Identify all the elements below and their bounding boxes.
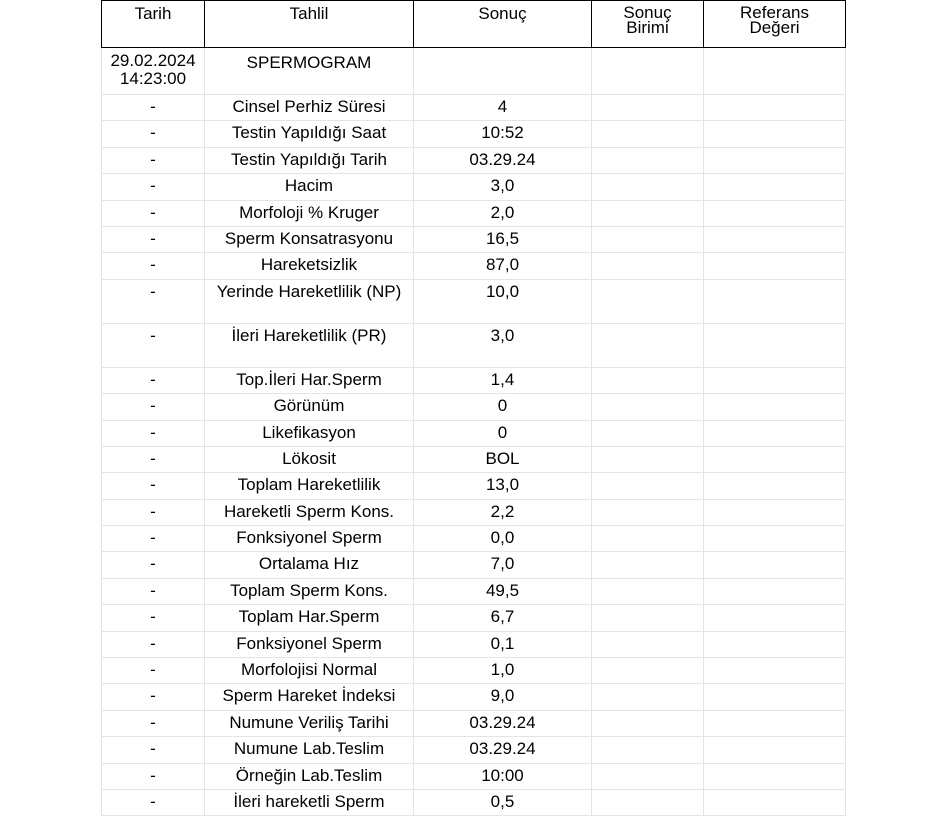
cell-result: 2,2 [414, 499, 592, 525]
lab-results-table [101, 0, 846, 816]
cell-test: Morfoloji % Kruger [205, 200, 414, 226]
table-body [102, 48, 846, 816]
cell-test: Sperm Hareket İndeksi [205, 684, 414, 710]
cell-test: Testin Yapıldığı Tarih [205, 147, 414, 173]
cell-unit [592, 323, 704, 367]
cell-result: 7,0 [414, 552, 592, 578]
header-result: Sonuç [414, 1, 592, 48]
cell-unit [592, 684, 704, 710]
cell-result: 6,7 [414, 605, 592, 631]
cell-test: Fonksiyonel Sperm [205, 526, 414, 552]
cell-unit [592, 174, 704, 200]
table-row [102, 737, 846, 763]
table-row [102, 394, 846, 420]
cell-date: - [102, 420, 205, 446]
table-row [102, 499, 846, 525]
cell-date: - [102, 789, 205, 815]
cell-result: 10:00 [414, 763, 592, 789]
cell-reference [704, 174, 846, 200]
group-datetime [102, 48, 205, 95]
cell-test: Toplam Har.Sperm [205, 605, 414, 631]
cell-date: - [102, 394, 205, 420]
cell-reference [704, 552, 846, 578]
table-row [102, 174, 846, 200]
cell-test: Fonksiyonel Sperm [205, 631, 414, 657]
group-reference [704, 48, 846, 95]
cell-reference [704, 121, 846, 147]
cell-reference [704, 605, 846, 631]
cell-date: - [102, 323, 205, 367]
header-unit-line2: Birimi [626, 18, 669, 37]
table-row [102, 684, 846, 710]
cell-date: - [102, 631, 205, 657]
cell-unit [592, 658, 704, 684]
table-row [102, 323, 846, 367]
header-date: Tarih [102, 1, 205, 48]
cell-unit [592, 710, 704, 736]
table-row [102, 658, 846, 684]
cell-result: 10:52 [414, 121, 592, 147]
cell-date: - [102, 367, 205, 393]
cell-result: BOL [414, 446, 592, 472]
cell-date: - [102, 200, 205, 226]
group-title: SPERMOGRAM [205, 48, 414, 95]
cell-date: - [102, 279, 205, 323]
cell-test: Sperm Konsatrasyonu [205, 226, 414, 252]
cell-test: Numune Veriliş Tarihi [205, 710, 414, 736]
cell-unit [592, 473, 704, 499]
table-row [102, 631, 846, 657]
header-unit [592, 1, 704, 48]
cell-result: 0,0 [414, 526, 592, 552]
cell-unit [592, 95, 704, 121]
cell-reference [704, 710, 846, 736]
cell-unit [592, 253, 704, 279]
table-row [102, 552, 846, 578]
cell-date: - [102, 552, 205, 578]
cell-result: 0,1 [414, 631, 592, 657]
table-row [102, 578, 846, 604]
cell-unit [592, 605, 704, 631]
cell-reference [704, 323, 846, 367]
group-row [102, 48, 846, 95]
cell-result: 10,0 [414, 279, 592, 323]
table-row [102, 526, 846, 552]
cell-reference [704, 684, 846, 710]
header-ref-line1: Referans [740, 3, 809, 22]
cell-unit [592, 737, 704, 763]
cell-date: - [102, 763, 205, 789]
cell-date: - [102, 684, 205, 710]
cell-reference [704, 526, 846, 552]
table-row [102, 763, 846, 789]
cell-test: Numune Lab.Teslim [205, 737, 414, 763]
cell-date: - [102, 737, 205, 763]
header-test: Tahlil [205, 1, 414, 48]
cell-reference [704, 279, 846, 323]
cell-test: İleri Hareketlilik (PR) [205, 323, 414, 367]
cell-date: - [102, 226, 205, 252]
cell-unit [592, 367, 704, 393]
cell-test: Toplam Sperm Kons. [205, 578, 414, 604]
cell-test: Likefikasyon [205, 420, 414, 446]
cell-reference [704, 367, 846, 393]
table-row [102, 420, 846, 446]
table-row [102, 473, 846, 499]
cell-reference [704, 253, 846, 279]
cell-test: Görünüm [205, 394, 414, 420]
cell-unit [592, 789, 704, 815]
cell-result: 4 [414, 95, 592, 121]
cell-unit [592, 631, 704, 657]
group-result [414, 48, 592, 95]
cell-date: - [102, 605, 205, 631]
cell-reference [704, 420, 846, 446]
cell-unit [592, 578, 704, 604]
cell-test: Top.İleri Har.Sperm [205, 367, 414, 393]
cell-reference [704, 578, 846, 604]
cell-date: - [102, 578, 205, 604]
cell-reference [704, 473, 846, 499]
table-row [102, 121, 846, 147]
header-unit-line1: Sonuç [623, 3, 672, 22]
group-date: 29.02.2024 [110, 51, 196, 70]
table-row [102, 226, 846, 252]
table-row [102, 147, 846, 173]
cell-test: Hareketsizlik [205, 253, 414, 279]
cell-test: Hareketli Sperm Kons. [205, 499, 414, 525]
cell-reference [704, 499, 846, 525]
cell-date: - [102, 121, 205, 147]
table-row [102, 789, 846, 815]
cell-date: - [102, 147, 205, 173]
cell-reference [704, 446, 846, 472]
table-row [102, 95, 846, 121]
cell-reference [704, 631, 846, 657]
cell-unit [592, 200, 704, 226]
cell-date: - [102, 473, 205, 499]
cell-result: 87,0 [414, 253, 592, 279]
cell-unit [592, 552, 704, 578]
cell-unit [592, 147, 704, 173]
table-row [102, 446, 846, 472]
header-ref-line2: Değeri [749, 18, 800, 37]
cell-result: 3,0 [414, 323, 592, 367]
cell-test: Testin Yapıldığı Saat [205, 121, 414, 147]
cell-date: - [102, 658, 205, 684]
cell-result: 16,5 [414, 226, 592, 252]
cell-result: 03.29.24 [414, 147, 592, 173]
cell-unit [592, 499, 704, 525]
cell-date: - [102, 710, 205, 736]
cell-result: 0,5 [414, 789, 592, 815]
table-row [102, 200, 846, 226]
cell-reference [704, 147, 846, 173]
group-time: 14:23:00 [119, 69, 187, 88]
cell-unit [592, 526, 704, 552]
cell-date: - [102, 174, 205, 200]
table-row [102, 253, 846, 279]
cell-reference [704, 763, 846, 789]
cell-test: İleri hareketli Sperm [205, 789, 414, 815]
cell-unit [592, 226, 704, 252]
group-unit [592, 48, 704, 95]
cell-reference [704, 200, 846, 226]
cell-result: 0 [414, 394, 592, 420]
cell-result: 49,5 [414, 578, 592, 604]
cell-reference [704, 658, 846, 684]
cell-reference [704, 394, 846, 420]
cell-result: 03.29.24 [414, 710, 592, 736]
cell-test: Toplam Hareketlilik [205, 473, 414, 499]
table-header [102, 1, 846, 48]
cell-reference [704, 737, 846, 763]
cell-result: 0 [414, 420, 592, 446]
table-row [102, 279, 846, 323]
cell-test: Hacim [205, 174, 414, 200]
table-row [102, 605, 846, 631]
cell-date: - [102, 446, 205, 472]
cell-test: Morfolojisi Normal [205, 658, 414, 684]
cell-result: 1,4 [414, 367, 592, 393]
cell-result: 3,0 [414, 174, 592, 200]
cell-result: 9,0 [414, 684, 592, 710]
cell-unit [592, 121, 704, 147]
cell-result: 1,0 [414, 658, 592, 684]
cell-result: 13,0 [414, 473, 592, 499]
header-reference [704, 1, 846, 48]
cell-date: - [102, 526, 205, 552]
cell-test: Ortalama Hız [205, 552, 414, 578]
cell-unit [592, 446, 704, 472]
cell-unit [592, 394, 704, 420]
cell-date: - [102, 253, 205, 279]
cell-unit [592, 420, 704, 446]
cell-reference [704, 789, 846, 815]
table-row [102, 710, 846, 736]
cell-unit [592, 763, 704, 789]
cell-test: Lökosit [205, 446, 414, 472]
cell-date: - [102, 95, 205, 121]
cell-result: 2,0 [414, 200, 592, 226]
header-row [102, 1, 846, 48]
cell-reference [704, 95, 846, 121]
cell-date: - [102, 499, 205, 525]
cell-unit [592, 279, 704, 323]
cell-result: 03.29.24 [414, 737, 592, 763]
cell-test: Cinsel Perhiz Süresi [205, 95, 414, 121]
cell-test: Yerinde Hareketlilik (NP) [205, 279, 414, 323]
cell-test: Örneğin Lab.Teslim [205, 763, 414, 789]
table-row [102, 367, 846, 393]
cell-reference [704, 226, 846, 252]
